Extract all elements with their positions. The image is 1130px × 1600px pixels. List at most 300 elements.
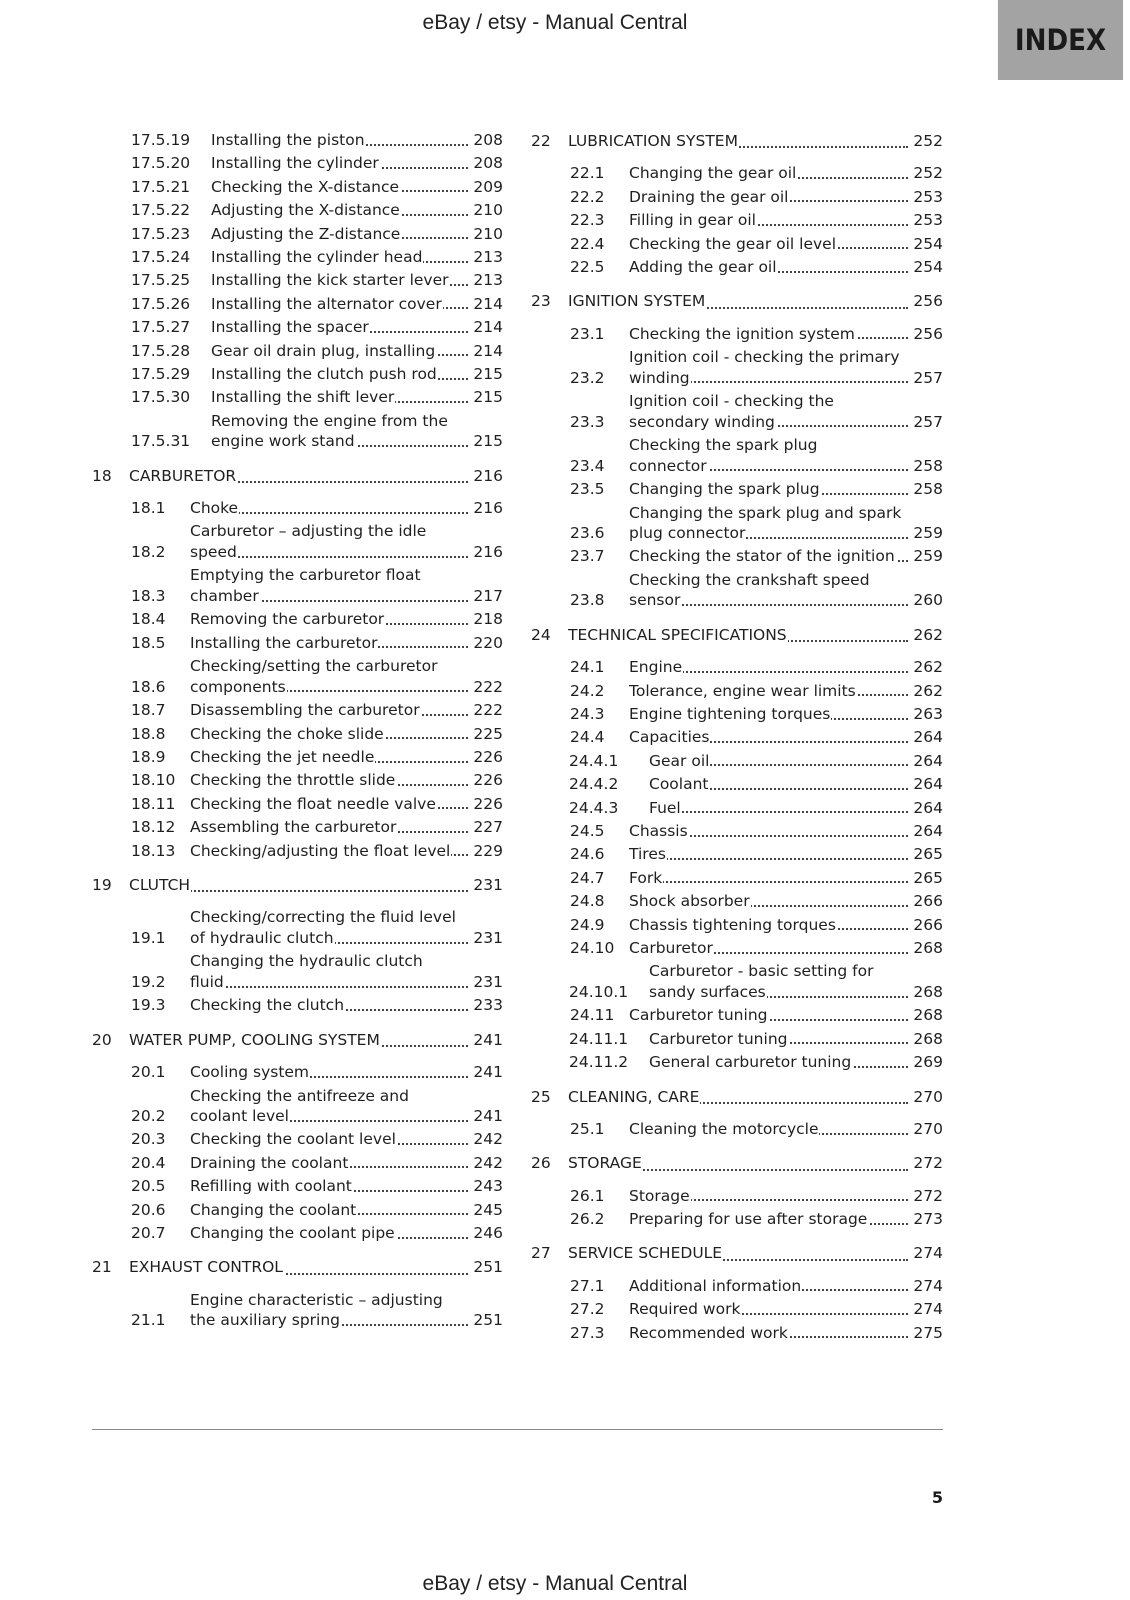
- toc-entry[interactable]: [531, 1052, 943, 1075]
- toc-title-continued: winding: [629, 368, 690, 387]
- toc-title-text: General carburetor tuning: [649, 1053, 852, 1072]
- toc-page-number: 253: [913, 211, 943, 230]
- toc-title-line: Checking the crankshaft speed: [629, 570, 870, 589]
- toc-entry[interactable]: [531, 546, 943, 569]
- toc-title: [129, 874, 471, 897]
- toc-title-line: Checking the antifreeze and: [190, 1086, 409, 1105]
- toc-entry[interactable]: [531, 570, 943, 614]
- toc-chapter[interactable]: [92, 465, 503, 488]
- toc-title-text: Installing the carburetor: [190, 633, 378, 652]
- toc-entry[interactable]: [531, 503, 943, 547]
- toc-number: 20.5: [131, 1177, 166, 1196]
- toc-title: [211, 247, 471, 268]
- toc-page-number: 213: [473, 247, 503, 266]
- toc-entry[interactable]: [92, 247, 503, 270]
- toc-title-line: Checking the spark plug: [629, 436, 818, 455]
- toc-chapter[interactable]: [531, 290, 943, 313]
- toc-title: [629, 570, 911, 611]
- toc-entry[interactable]: [92, 177, 503, 200]
- toc-page-number: 241: [473, 1030, 503, 1049]
- toc-entry[interactable]: [92, 700, 503, 723]
- toc-entry[interactable]: [531, 1119, 943, 1142]
- toc-entry[interactable]: [92, 794, 503, 817]
- toc-title-text: WATER PUMP, COOLING SYSTEM: [129, 1030, 380, 1049]
- toc-entry[interactable]: [92, 130, 503, 153]
- toc-entry[interactable]: [531, 1186, 943, 1209]
- toc-entry[interactable]: [531, 324, 943, 347]
- toc-title: [629, 1005, 911, 1026]
- toc-entry[interactable]: [92, 609, 503, 632]
- toc-title-text: Storage: [629, 1186, 690, 1205]
- toc-title-text: STORAGE: [568, 1154, 642, 1173]
- toc-chapter[interactable]: [531, 624, 943, 647]
- toc-entry[interactable]: [531, 1029, 943, 1052]
- watermark-bottom: eBay / etsy - Manual Central: [422, 1572, 688, 1595]
- toc-title: [629, 1186, 911, 1207]
- toc-right-column: [531, 130, 943, 1346]
- toc-entry[interactable]: [531, 727, 943, 750]
- toc-title: [190, 841, 471, 862]
- toc-number: 17.5.22: [131, 201, 191, 220]
- toc-title: [649, 961, 911, 1002]
- toc-title: [190, 1129, 471, 1150]
- toc-title-text: Engine: [629, 658, 683, 677]
- toc-page-number: 266: [913, 915, 943, 934]
- toc-title: [211, 177, 471, 198]
- toc-page-number: 274: [913, 1244, 943, 1263]
- toc-entry[interactable]: [531, 1005, 943, 1028]
- toc-entry[interactable]: [531, 234, 943, 257]
- toc-title-text: Disassembling the carburetor: [190, 701, 420, 720]
- toc-entry[interactable]: [531, 938, 943, 961]
- toc-entry[interactable]: [92, 1062, 503, 1085]
- toc-title: [629, 435, 911, 476]
- toc-title: [190, 907, 471, 948]
- toc-entry[interactable]: [92, 1223, 503, 1246]
- toc-page-number: 263: [913, 705, 943, 724]
- toc-title-line: Changing the spark plug and spark: [629, 503, 902, 522]
- toc-entry[interactable]: [92, 633, 503, 656]
- toc-number: 24.11.2: [569, 1053, 629, 1072]
- toc-page-number: 264: [913, 728, 943, 747]
- toc-entry[interactable]: [92, 995, 503, 1018]
- toc-entry[interactable]: [531, 657, 943, 680]
- toc-title-text: Installing the cylinder head: [211, 247, 423, 266]
- toc-page-number: 218: [473, 610, 503, 629]
- toc-page-number: 213: [473, 271, 503, 290]
- toc-page-number: 245: [473, 1200, 503, 1219]
- toc-page-number: 242: [473, 1130, 503, 1149]
- toc-number: 22.5: [570, 257, 605, 276]
- toc-entry[interactable]: [531, 163, 943, 186]
- toc-title-text: SERVICE SCHEDULE: [568, 1244, 723, 1263]
- toc-page-number: 252: [913, 132, 943, 150]
- toc-left-column: [92, 130, 503, 1334]
- page-number: 5: [931, 1488, 943, 1507]
- toc-entry[interactable]: [92, 1290, 503, 1334]
- toc-entry[interactable]: [92, 364, 503, 387]
- toc-page-number: 231: [473, 928, 503, 947]
- toc-title-text: Changing the spark plug: [629, 480, 820, 499]
- toc-page-number: 258: [913, 456, 943, 475]
- toc-entry[interactable]: [92, 841, 503, 864]
- toc-page-number: 214: [473, 318, 503, 337]
- toc-number: 19.1: [131, 928, 166, 947]
- toc-title-text: Checking the X-distance: [211, 177, 400, 196]
- toc-title-text: Changing the gear oil: [629, 164, 797, 183]
- toc-title-continued: speed: [190, 543, 237, 562]
- toc-title-text: Tolerance, engine wear limits: [629, 681, 856, 700]
- toc-page-number: 258: [913, 480, 943, 499]
- section-tab-index[interactable]: INDEX: [998, 0, 1123, 80]
- toc-title: [190, 724, 471, 745]
- toc-page-number: 210: [473, 201, 503, 220]
- toc-number: 24.9: [570, 915, 605, 934]
- toc-chapter[interactable]: [92, 1256, 503, 1279]
- toc-title: [629, 1276, 911, 1297]
- toc-entry[interactable]: [531, 681, 943, 704]
- toc-title-text: Installing the kick starter lever: [211, 271, 449, 290]
- toc-title-text: Refilling with coolant: [190, 1177, 352, 1196]
- toc-page-number: 241: [473, 1107, 503, 1126]
- toc-title-continued: sandy surfaces: [649, 982, 766, 1001]
- toc-entry[interactable]: [531, 347, 943, 391]
- toc-title-text: Checking the throttle slide: [190, 771, 396, 790]
- toc-entry[interactable]: [92, 724, 503, 747]
- toc-title: [629, 347, 911, 388]
- toc-title: [190, 609, 471, 630]
- toc-page-number: 227: [473, 818, 503, 837]
- toc-entry[interactable]: [92, 341, 503, 364]
- toc-entry[interactable]: [531, 1323, 943, 1346]
- toc-number: 19: [92, 875, 112, 894]
- toc-title-line: [190, 928, 471, 949]
- toc-title: [211, 387, 471, 408]
- toc-title-continued: engine work stand: [211, 432, 355, 451]
- toc-entry[interactable]: [531, 479, 943, 502]
- toc-number: 20.4: [131, 1153, 166, 1172]
- toc-title-text: Recommended work: [629, 1323, 788, 1342]
- toc-chapter[interactable]: [92, 1029, 503, 1052]
- toc-number: 27.2: [570, 1300, 605, 1319]
- toc-title: [190, 747, 471, 768]
- toc-number: 21.1: [131, 1311, 166, 1330]
- toc-page-number: 275: [913, 1323, 943, 1342]
- toc-page-number: 268: [913, 982, 943, 1001]
- toc-entry[interactable]: [92, 411, 503, 455]
- toc-title-text: Draining the coolant: [190, 1153, 349, 1172]
- toc-title-text: Checking the coolant level: [190, 1130, 396, 1149]
- toc-number: 23.1: [570, 324, 605, 343]
- toc-page-number: 231: [473, 875, 503, 894]
- toc-entry[interactable]: [531, 751, 943, 774]
- toc-title-text: Gear oil: [649, 751, 710, 770]
- toc-title-line: [190, 586, 471, 607]
- toc-page-number: 251: [473, 1258, 503, 1277]
- toc-entry[interactable]: [92, 317, 503, 340]
- toc-title: [629, 163, 911, 184]
- toc-title: [568, 1152, 911, 1175]
- toc-number: 24.7: [570, 868, 605, 887]
- toc-number: 26.2: [570, 1210, 605, 1229]
- toc-title: [211, 317, 471, 338]
- toc-number: 18.1: [131, 499, 166, 518]
- toc-title-line: [629, 456, 911, 477]
- toc-number: 24.6: [570, 845, 605, 864]
- toc-entry[interactable]: [531, 774, 943, 797]
- toc-title-continued: secondary winding: [629, 412, 775, 431]
- toc-number: 27: [531, 1244, 551, 1263]
- toc-entry[interactable]: [92, 153, 503, 176]
- toc-entry[interactable]: [92, 1200, 503, 1223]
- toc-title: [129, 465, 471, 488]
- toc-page-number: 222: [473, 701, 503, 720]
- toc-title-line: Carburetor - basic setting for: [649, 962, 874, 981]
- toc-page-number: 214: [473, 294, 503, 313]
- toc-title-text: Gear oil drain plug, installing: [211, 341, 436, 360]
- toc-title-text: Carburetor tuning: [629, 1006, 768, 1025]
- toc-number: 17.5.20: [131, 154, 191, 173]
- toc-entry[interactable]: [92, 951, 503, 995]
- toc-entry[interactable]: [92, 294, 503, 317]
- toc-title-text: Checking the ignition system: [629, 324, 855, 343]
- toc-entry[interactable]: [92, 1176, 503, 1199]
- toc-entry[interactable]: [92, 521, 503, 565]
- toc-number: 17.5.28: [131, 341, 191, 360]
- footer-divider: [92, 1429, 943, 1430]
- toc-entry[interactable]: [531, 891, 943, 914]
- toc-title: [190, 1153, 471, 1174]
- toc-title-text: LUBRICATION SYSTEM: [568, 132, 738, 150]
- toc-title-continued: chamber: [190, 587, 259, 606]
- toc-title: [190, 700, 471, 721]
- toc-page-number: 233: [473, 996, 503, 1015]
- toc-page-number: 264: [913, 798, 943, 817]
- toc-title-continued: plug connector: [629, 524, 746, 543]
- toc-entry[interactable]: [92, 747, 503, 770]
- toc-title-text: Checking the jet needle: [190, 747, 375, 766]
- toc-title: [629, 1299, 911, 1320]
- toc-page-number: 210: [473, 224, 503, 243]
- toc-title: [190, 498, 471, 519]
- toc-title-text: TECHNICAL SPECIFICATIONS: [568, 625, 787, 644]
- toc-number: 21: [92, 1258, 112, 1277]
- toc-title-text: Installing the spacer: [211, 318, 369, 337]
- toc-number: 22.2: [570, 187, 605, 206]
- toc-number: 17.5.26: [131, 294, 191, 313]
- toc-title: [190, 794, 471, 815]
- toc-title: [629, 727, 911, 748]
- toc-title: [190, 521, 471, 562]
- toc-title: [629, 503, 911, 544]
- toc-number: 18.13: [131, 841, 176, 860]
- watermark-top: eBay / etsy - Manual Central: [422, 11, 688, 34]
- toc-entry[interactable]: [92, 200, 503, 223]
- toc-title: [211, 200, 471, 221]
- toc-entry[interactable]: [531, 1209, 943, 1232]
- toc-entry[interactable]: [531, 1276, 943, 1299]
- toc-entry[interactable]: [531, 821, 943, 844]
- toc-title: [190, 817, 471, 838]
- toc-entry[interactable]: [92, 565, 503, 609]
- toc-entry[interactable]: [92, 817, 503, 840]
- toc-title: [629, 938, 911, 959]
- toc-title: [649, 751, 911, 772]
- toc-entry[interactable]: [92, 1153, 503, 1176]
- toc-title-text: Chassis: [629, 822, 688, 840]
- toc-chapter[interactable]: [531, 1152, 943, 1175]
- toc-number: 17.5.23: [131, 224, 191, 243]
- toc-title-text: CARBURETOR: [129, 466, 237, 485]
- toc-number: 23.2: [570, 368, 605, 387]
- toc-entry[interactable]: [531, 915, 943, 938]
- toc-title-text: Engine tightening torques: [629, 705, 831, 724]
- toc-title: [629, 821, 911, 842]
- toc-title-line: [211, 431, 471, 452]
- toc-page-number: 214: [473, 341, 503, 360]
- toc-title: [568, 130, 911, 153]
- toc-title-line: [629, 590, 911, 611]
- toc-title-text: Installing the piston: [211, 131, 365, 149]
- toc-title-text: Carburetor tuning: [649, 1029, 788, 1048]
- toc-number: 25.1: [570, 1119, 605, 1138]
- toc-entry[interactable]: [92, 770, 503, 793]
- toc-title-text: Preparing for use after storage: [629, 1210, 868, 1229]
- toc-page-number: 208: [473, 131, 503, 149]
- toc-title-continued: fluid: [190, 972, 224, 991]
- toc-entry[interactable]: [92, 1129, 503, 1152]
- toc-title: [629, 891, 911, 912]
- toc-entry[interactable]: [92, 907, 503, 951]
- toc-entry[interactable]: [531, 1299, 943, 1322]
- toc-title-text: Adjusting the X-distance: [211, 201, 400, 220]
- toc-title-line: Carburetor – adjusting the idle: [190, 522, 427, 541]
- toc-entry[interactable]: [92, 387, 503, 410]
- toc-number: 18.7: [131, 701, 166, 720]
- toc-page-number: 216: [473, 499, 503, 518]
- toc-number: 19.2: [131, 972, 166, 991]
- toc-entry[interactable]: [531, 798, 943, 821]
- toc-title: [629, 868, 911, 889]
- toc-entry[interactable]: [531, 187, 943, 210]
- toc-entry[interactable]: [531, 210, 943, 233]
- toc-entry[interactable]: [531, 704, 943, 727]
- toc-entry[interactable]: [531, 868, 943, 891]
- toc-title: [649, 1029, 911, 1050]
- toc-title-text: Additional information: [629, 1276, 802, 1295]
- toc-title-text: Checking the float needle valve: [190, 794, 436, 813]
- toc-title-text: Checking/adjusting the float level: [190, 841, 451, 860]
- toc-title-text: Choke: [190, 499, 239, 518]
- toc-number: 18.4: [131, 610, 166, 629]
- toc-title-text: Removing the carburetor: [190, 610, 385, 629]
- toc-number: 20: [92, 1030, 112, 1049]
- toc-number: 17.5.21: [131, 177, 191, 196]
- toc-page-number: 215: [473, 364, 503, 383]
- toc-number: 22: [531, 132, 551, 150]
- toc-page-number: 215: [473, 432, 503, 451]
- toc-number: 24.4.3: [569, 798, 619, 817]
- toc-page-number: 251: [473, 1311, 503, 1330]
- toc-title-text: EXHAUST CONTROL: [129, 1258, 283, 1277]
- toc-entry[interactable]: [92, 270, 503, 293]
- toc-number: 23.4: [570, 456, 605, 475]
- toc-title: [190, 951, 471, 992]
- toc-number: 24.2: [570, 681, 605, 700]
- toc-chapter[interactable]: [531, 1086, 943, 1109]
- toc-entry[interactable]: [531, 391, 943, 435]
- toc-title-text: CLEANING, CARE: [568, 1087, 700, 1106]
- toc-title-text: Checking the clutch: [190, 996, 345, 1015]
- toc-number: 20.7: [131, 1224, 166, 1243]
- toc-page-number: 262: [913, 625, 943, 644]
- toc-chapter[interactable]: [531, 130, 943, 153]
- toc-entry[interactable]: [531, 257, 943, 280]
- toc-entry[interactable]: [531, 435, 943, 479]
- toc-page-number: 243: [473, 1177, 503, 1196]
- toc-page-number: 259: [913, 547, 943, 566]
- toc-title-line: [190, 972, 471, 993]
- toc-page-number: 272: [913, 1186, 943, 1205]
- toc-page-number: 252: [913, 164, 943, 183]
- toc-entry[interactable]: [92, 224, 503, 247]
- toc-title: [649, 774, 911, 795]
- toc-chapter[interactable]: [92, 874, 503, 897]
- toc-number: 17.5.31: [131, 432, 191, 451]
- toc-title-line: Ignition coil - checking the primary: [629, 348, 900, 367]
- toc-number: 26.1: [570, 1186, 605, 1205]
- toc-entry[interactable]: [92, 1086, 503, 1130]
- toc-page-number: 242: [473, 1153, 503, 1172]
- toc-title: [629, 187, 911, 208]
- toc-page-number: 226: [473, 794, 503, 813]
- toc-chapter[interactable]: [531, 1242, 943, 1265]
- toc-number: 23.6: [570, 524, 605, 543]
- toc-title-continued: connector: [629, 456, 707, 475]
- toc-title: [129, 1256, 471, 1279]
- toc-title-text: Carburetor: [629, 938, 713, 957]
- toc-number: 23.3: [570, 412, 605, 431]
- toc-entry[interactable]: [92, 656, 503, 700]
- toc-number: 24.8: [570, 892, 605, 911]
- toc-title-line: [190, 1106, 471, 1127]
- toc-page-number: 259: [913, 524, 943, 543]
- toc-number: 26: [531, 1154, 551, 1173]
- toc-title: [629, 324, 911, 345]
- toc-number: 17.5.27: [131, 318, 191, 337]
- toc-entry[interactable]: [92, 498, 503, 521]
- toc-title-line: Checking/setting the carburetor: [190, 657, 438, 676]
- toc-number: 24.4.1: [569, 751, 619, 770]
- toc-number: 27.3: [570, 1323, 605, 1342]
- toc-title-text: Adjusting the Z-distance: [211, 224, 401, 243]
- toc-page-number: 272: [913, 1154, 943, 1173]
- toc-number: 20.2: [131, 1107, 166, 1126]
- toc-page-number: 270: [913, 1087, 943, 1106]
- toc-page-number: 226: [473, 771, 503, 790]
- toc-page-number: 269: [913, 1053, 943, 1072]
- toc-entry[interactable]: [531, 844, 943, 867]
- toc-title-line: Removing the engine from the: [211, 411, 448, 430]
- toc-title-line: [190, 1310, 471, 1331]
- toc-title: [649, 1052, 911, 1073]
- toc-title-text: Installing the shift lever: [211, 388, 395, 407]
- toc-title-text: Draining the gear oil: [629, 187, 789, 206]
- toc-title-text: Fork: [629, 868, 663, 887]
- toc-title-text: Checking the stator of the ignition: [629, 547, 895, 566]
- toc-entry[interactable]: [531, 961, 943, 1005]
- toc-title: [629, 546, 911, 567]
